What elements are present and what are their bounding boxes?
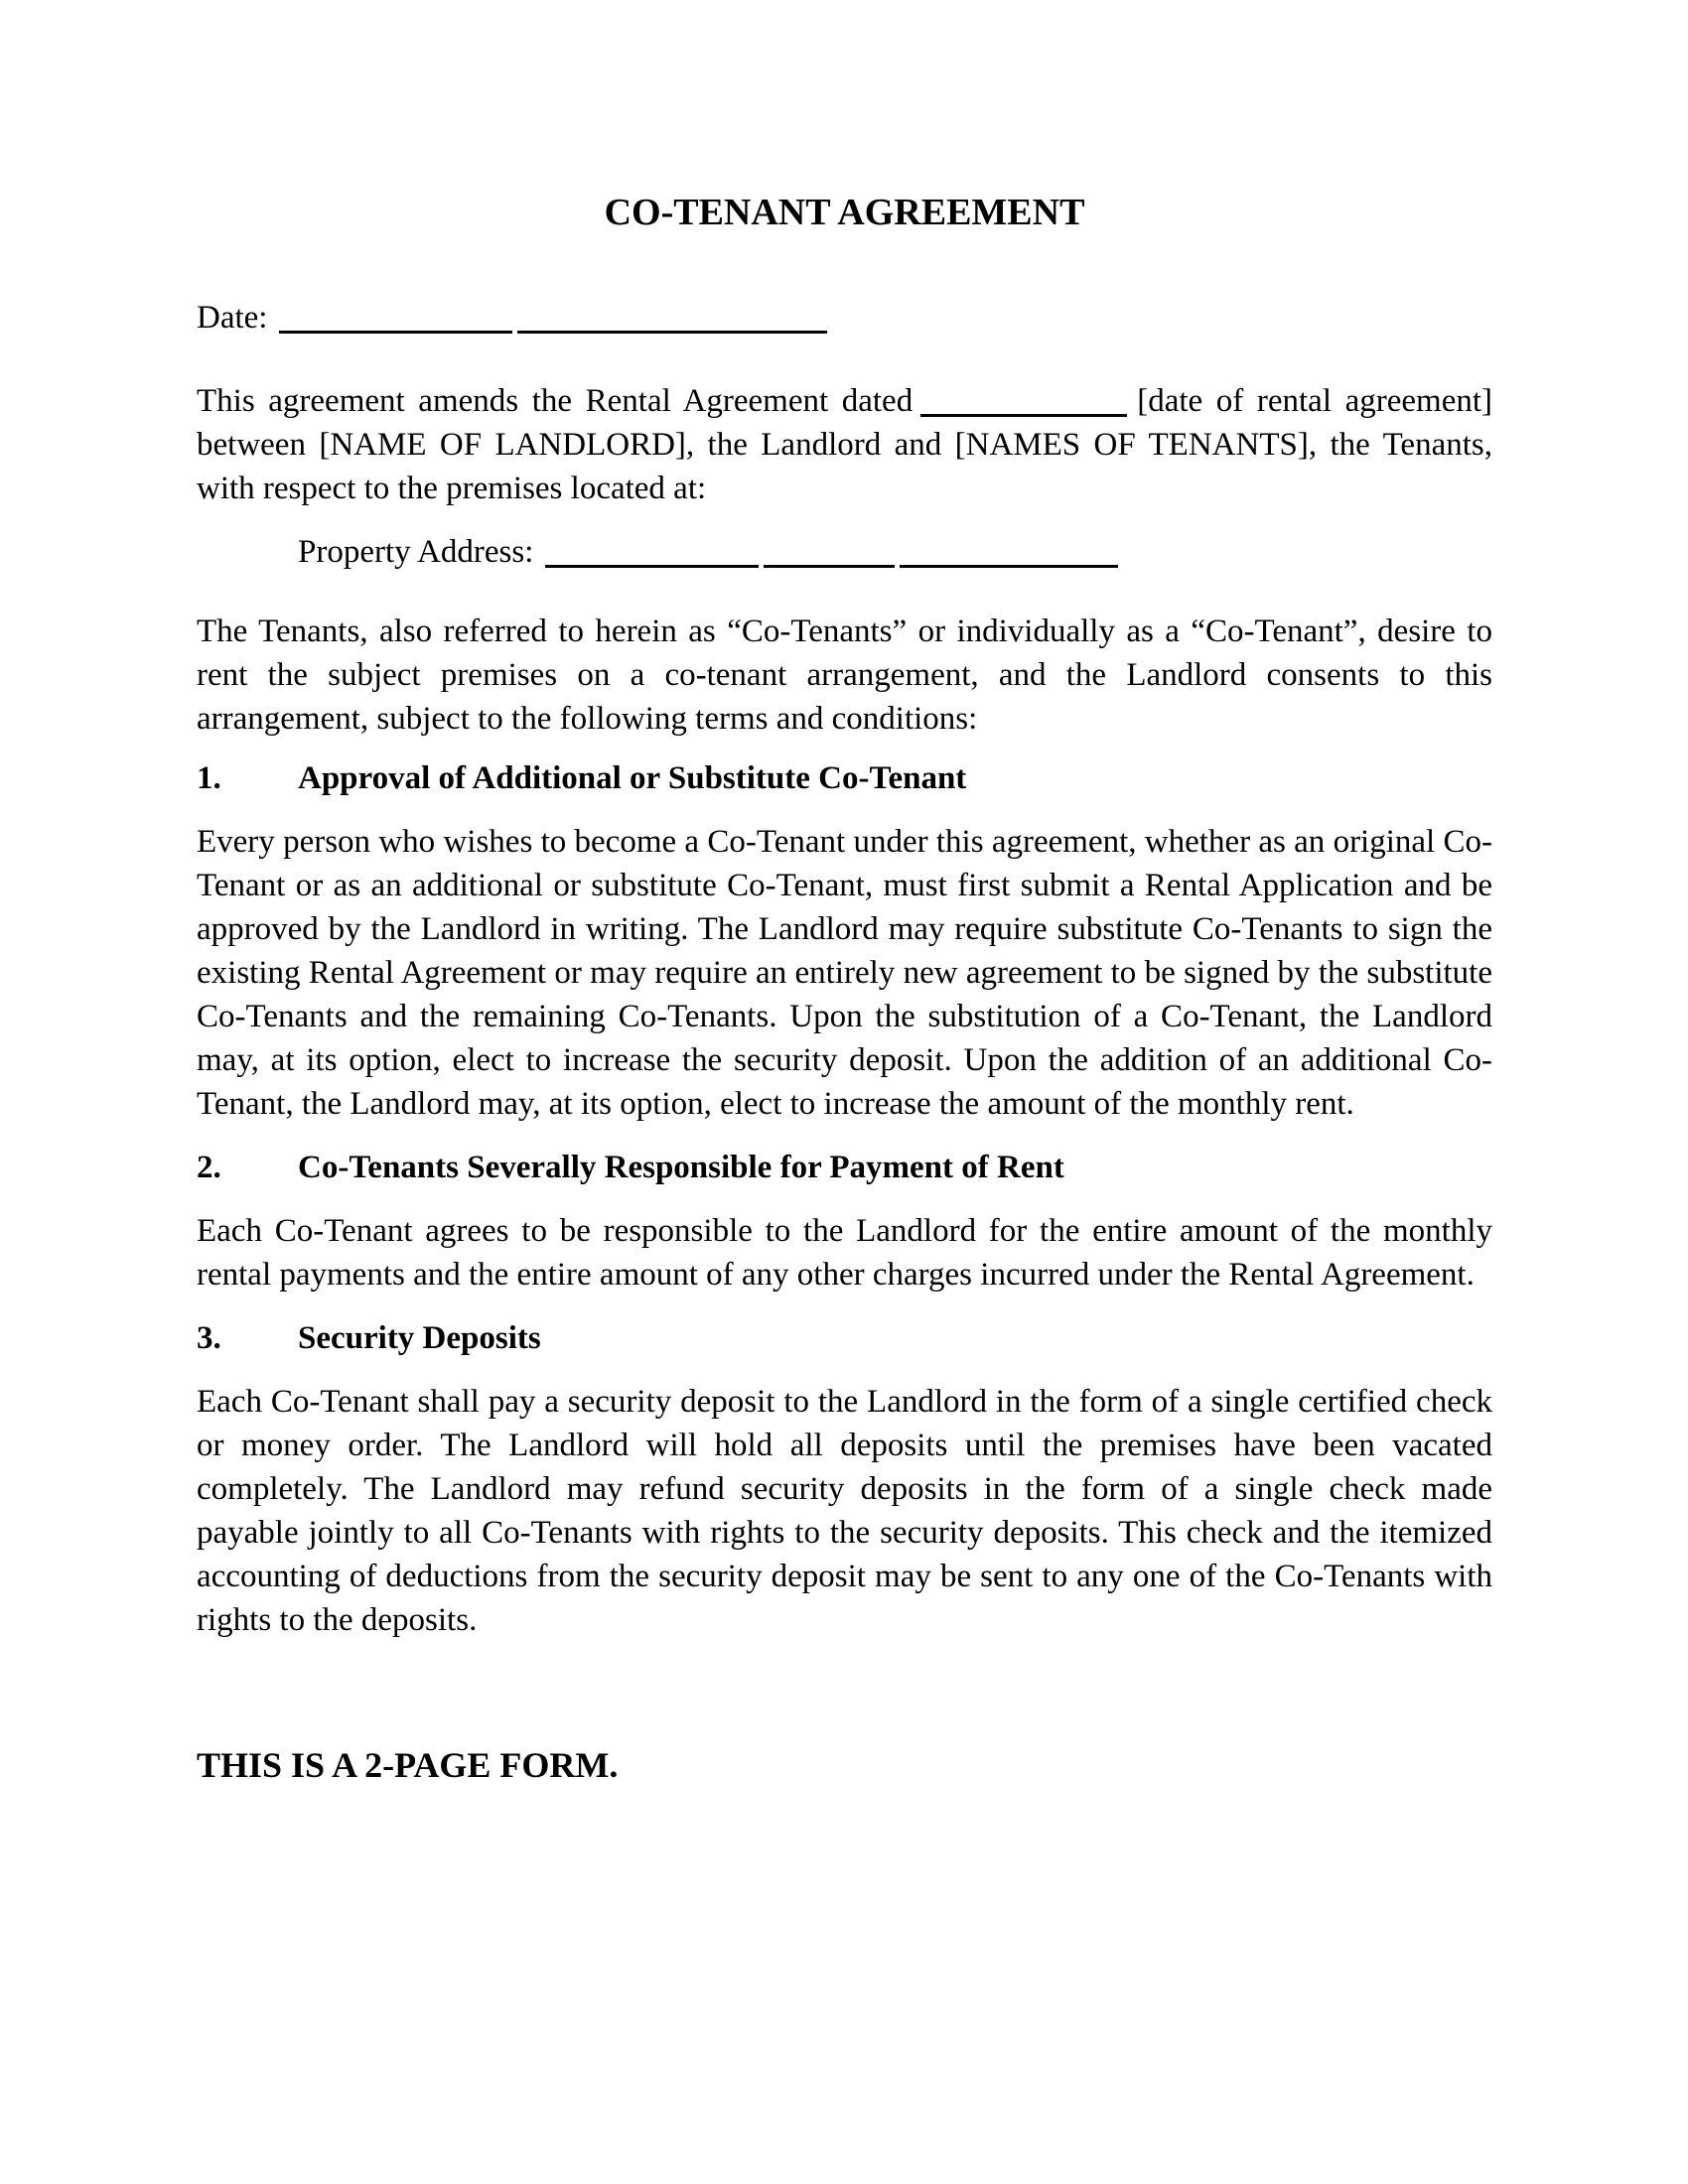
tenants-paragraph: The Tenants, also referred to herein as “Co-Tenants” or individually as a “Co-Tenant”, desire to rent the subject premises on a co-tenant arrangement, and the Landlord consents to this arrangement, subject to the following terms and conditions: bbox=[197, 614, 1492, 737]
date-field-segment bbox=[517, 331, 827, 334]
intro-text-after: [date of rental agreement] between [NAME OF LANDLORD], the Landlord and [NAMES OF TENANTS], the Tenants, with respect to the premises located at: bbox=[197, 383, 1492, 506]
intro-paragraph bbox=[197, 379, 1492, 510]
intro-text-before: This agreement amends the Rental Agreement dated bbox=[197, 383, 914, 419]
section-2-heading bbox=[197, 1146, 1492, 1189]
section-3-heading bbox=[197, 1316, 1492, 1360]
page-title: CO-TENANT AGREEMENT bbox=[604, 192, 1085, 233]
section-1-body: Every person who wishes to become a Co-Tenant under this agreement, whether as an original Co-Tenant or as an additional or substitute Co-Tenant, must first submit a Rental Application and be approved by the Landlord in writing. The Landlord may require substitute Co-Tenants to sign the existing Rental Agreement or may require an entirely new agreement to be signed by the substitute Co-Tenants and the remaining Co-Tenants. Upon the substitution of a Co-Tenant, the Landlord may, at its option, elect to increase the security deposit. Upon the addition of an additional Co-Tenant, the Landlord may, at its option, elect to increase the amount of the monthly rent. bbox=[197, 824, 1492, 1122]
date-line bbox=[197, 296, 1492, 340]
date-label: Date: bbox=[197, 300, 268, 336]
date-field[interactable] bbox=[267, 300, 827, 336]
rental-agreement-date-field[interactable] bbox=[920, 414, 1127, 417]
section-1-heading bbox=[197, 756, 1492, 800]
property-address-field[interactable] bbox=[533, 534, 1118, 570]
property-address-segment bbox=[900, 565, 1118, 568]
property-address-segment bbox=[545, 565, 759, 568]
property-address-segment bbox=[764, 565, 895, 568]
section-1-number: 1. bbox=[197, 760, 221, 796]
section-2-heading-text: Co-Tenants Severally Responsible for Payment of Rent bbox=[298, 1150, 1064, 1185]
date-field-segment bbox=[279, 331, 512, 334]
two-page-form-note: THIS IS A 2-PAGE FORM. bbox=[197, 1745, 619, 1785]
section-2-body: Each Co-Tenant agrees to be responsible to the Landlord for the entire amount of the monthly rental payments and the entire amount of any other charges incurred under the Rental Agreement. bbox=[197, 1213, 1492, 1293]
section-2-number: 2. bbox=[197, 1150, 221, 1185]
property-address-label: Property Address: bbox=[298, 534, 534, 570]
section-3-number: 3. bbox=[197, 1320, 221, 1356]
section-3-heading-text: Security Deposits bbox=[298, 1320, 541, 1356]
property-address-line bbox=[197, 530, 1492, 574]
section-3-body: Each Co-Tenant shall pay a security deposit to the Landlord in the form of a single certified check or money order. The Landlord will hold all deposits until the premises have been vacated completely. The Landlord may refund security deposits in the form of a single check made payable jointly to all Co-Tenants with rights to the security deposits. This check and the itemized accounting of deductions from the security deposit may be sent to any one of the Co-Tenants with rights to the deposits. bbox=[197, 1384, 1492, 1638]
section-1-heading-text: Approval of Additional or Substitute Co-Tenant bbox=[298, 760, 967, 796]
